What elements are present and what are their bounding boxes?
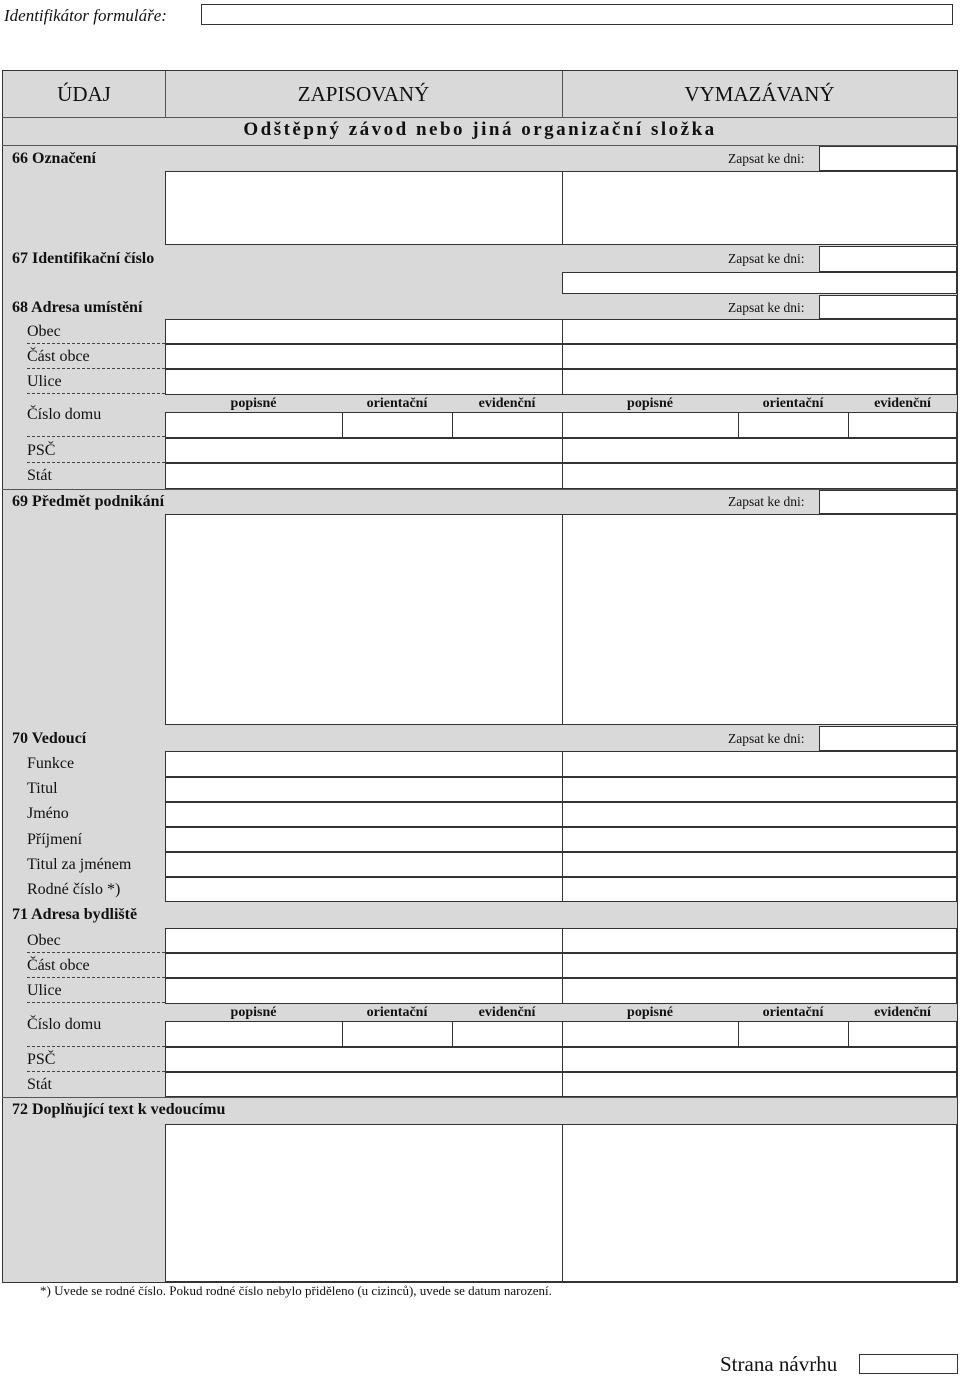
jmeno-zapisovany-input[interactable] xyxy=(165,802,563,827)
section-67-title: 67 Identifikační číslo xyxy=(12,250,155,267)
rodne-cislo-vymazavany-input[interactable] xyxy=(562,877,957,902)
cast-obce-68-zapisovany-input[interactable] xyxy=(165,344,563,369)
colhdr-popisne-z-68: popisné xyxy=(230,396,277,411)
zapsat-ke-dni-label-70: Zapsat ke dni: xyxy=(728,731,805,746)
ico-vymazavany-input[interactable] xyxy=(562,272,957,294)
footnote: *) Uvede se rodné číslo. Pokud rodné číslo nebylo přiděleno (u cizinců), uvede se datum narození. xyxy=(40,1283,552,1298)
label-obec-71: Obec xyxy=(27,932,165,953)
label-cislo-domu-68: Číslo domu xyxy=(27,406,165,437)
titul-za-zapisovany-input[interactable] xyxy=(165,852,563,877)
cislo-popisne-71-vymazavany-input[interactable] xyxy=(562,1021,739,1047)
zapsat-ke-dni-label-68: Zapsat ke dni: xyxy=(728,300,805,315)
zapsat-date-input-66[interactable] xyxy=(819,146,957,171)
prijmeni-zapisovany-input[interactable] xyxy=(165,827,563,852)
section-70-title: 70 Vedoucí xyxy=(12,730,87,747)
section-71-title: 71 Adresa bydliště xyxy=(12,906,138,923)
label-funkce: Funkce xyxy=(27,755,75,772)
section-66-title: 66 Označení xyxy=(12,150,96,167)
stat-68-vymazavany-input[interactable] xyxy=(562,463,957,489)
obec-71-vymazavany-input[interactable] xyxy=(562,928,957,953)
label-rodne-cislo: Rodné číslo *) xyxy=(27,881,121,898)
ulice-68-vymazavany-input[interactable] xyxy=(562,369,957,395)
cislo-evidencni-68-zapisovany-input[interactable] xyxy=(452,412,563,438)
form-identifier-input[interactable] xyxy=(201,4,953,25)
cislo-orientacni-68-vymazavany-input[interactable] xyxy=(738,412,849,438)
cast-obce-68-vymazavany-input[interactable] xyxy=(562,344,957,369)
ulice-68-zapisovany-input[interactable] xyxy=(165,369,563,395)
cislo-popisne-68-zapisovany-input[interactable] xyxy=(165,412,343,438)
rodne-cislo-zapisovany-input[interactable] xyxy=(165,877,563,902)
psc-71-vymazavany-input[interactable] xyxy=(562,1047,957,1072)
section-68-title: 68 Adresa umístění xyxy=(12,299,143,316)
predmet-zapisovany-input[interactable] xyxy=(165,514,563,725)
zapsat-date-input-67[interactable] xyxy=(819,246,957,272)
colhdr-popisne-v-68: popisné xyxy=(627,396,673,411)
label-titul: Titul xyxy=(27,780,58,797)
psc-68-zapisovany-input[interactable] xyxy=(165,438,563,463)
label-titul-za-jmenem: Titul za jménem xyxy=(27,856,132,873)
titul-zapisovany-input[interactable] xyxy=(165,777,563,802)
label-prijmeni: Příjmení xyxy=(27,831,83,848)
cislo-orientacni-71-zapisovany-input[interactable] xyxy=(342,1021,453,1047)
psc-71-zapisovany-input[interactable] xyxy=(165,1047,563,1072)
stat-68-zapisovany-input[interactable] xyxy=(165,463,563,489)
label-cast-obce-71: Část obce xyxy=(27,957,165,978)
cast-obce-71-vymazavany-input[interactable] xyxy=(562,953,957,978)
titul-za-vymazavany-input[interactable] xyxy=(562,852,957,877)
prijmeni-vymazavany-input[interactable] xyxy=(562,827,957,852)
page-number-input[interactable] xyxy=(859,1354,958,1374)
obec-71-zapisovany-input[interactable] xyxy=(165,928,563,953)
label-psc-68: PSČ xyxy=(27,442,165,463)
stat-71-zapisovany-input[interactable] xyxy=(165,1072,563,1097)
label-obec-68: Obec xyxy=(27,323,165,344)
ulice-71-zapisovany-input[interactable] xyxy=(165,978,563,1004)
colhdr-popisne-z-71: popisné xyxy=(230,1005,277,1020)
obec-68-zapisovany-input[interactable] xyxy=(165,319,563,344)
zapsat-date-input-69[interactable] xyxy=(819,490,957,514)
cislo-popisne-68-vymazavany-input[interactable] xyxy=(562,412,739,438)
label-ulice-68: Ulice xyxy=(27,373,165,394)
label-stat-71: Stát xyxy=(27,1076,52,1093)
form-identifier-label: Identifikátor formuláře: xyxy=(4,6,167,25)
colhdr-evidencni-v-71: evidenční xyxy=(874,1005,931,1020)
cislo-evidencni-68-vymazavany-input[interactable] xyxy=(848,412,957,438)
colhdr-evidencni-z-68: evidenční xyxy=(478,396,536,411)
section-title: Odštěpný závod nebo jiná organizační složka xyxy=(243,119,717,140)
label-jmeno: Jméno xyxy=(27,805,69,822)
page-label: Strana návrhu xyxy=(720,1352,838,1376)
doplnujici-text-vymazavany-input[interactable] xyxy=(562,1124,957,1282)
ulice-71-vymazavany-input[interactable] xyxy=(562,978,957,1004)
stat-71-vymazavany-input[interactable] xyxy=(562,1072,957,1097)
obec-68-vymazavany-input[interactable] xyxy=(562,319,957,344)
zapsat-date-input-70[interactable] xyxy=(819,726,957,751)
colhdr-orientacni-z-68: orientační xyxy=(366,396,428,411)
cast-obce-71-zapisovany-input[interactable] xyxy=(165,953,563,978)
colhdr-orientacni-z-71: orientační xyxy=(366,1005,428,1020)
cislo-orientacni-71-vymazavany-input[interactable] xyxy=(738,1021,849,1047)
cislo-evidencni-71-vymazavany-input[interactable] xyxy=(848,1021,957,1047)
label-cislo-domu-71: Číslo domu xyxy=(27,1016,165,1047)
oznaceni-vymazavany-input[interactable] xyxy=(562,171,957,245)
column-header-vymazavany: VYMAZÁVANÝ xyxy=(684,82,835,106)
label-cast-obce-68: Část obce xyxy=(27,348,165,369)
colhdr-evidencni-v-68: evidenční xyxy=(874,396,931,411)
colhdr-orientacni-v-71: orientační xyxy=(762,1005,824,1020)
section-69-title: 69 Předmět podnikání xyxy=(12,493,165,510)
funkce-vymazavany-input[interactable] xyxy=(562,751,957,777)
colhdr-orientacni-v-68: orientační xyxy=(762,396,824,411)
colhdr-evidencni-z-71: evidenční xyxy=(478,1005,536,1020)
zapsat-ke-dni-label-66: Zapsat ke dni: xyxy=(728,151,805,166)
section-72-title: 72 Doplňující text k vedoucímu xyxy=(12,1101,226,1118)
oznaceni-zapisovany-input[interactable] xyxy=(165,171,563,245)
funkce-zapisovany-input[interactable] xyxy=(165,751,563,777)
cislo-popisne-71-zapisovany-input[interactable] xyxy=(165,1021,343,1047)
zapsat-ke-dni-label-69: Zapsat ke dni: xyxy=(728,494,805,509)
cislo-orientacni-68-zapisovany-input[interactable] xyxy=(342,412,453,438)
label-ulice-71: Ulice xyxy=(27,982,165,1003)
doplnujici-text-zapisovany-input[interactable] xyxy=(165,1124,563,1282)
titul-vymazavany-input[interactable] xyxy=(562,777,957,802)
zapsat-ke-dni-label-67: Zapsat ke dni: xyxy=(728,251,805,266)
cislo-evidencni-71-zapisovany-input[interactable] xyxy=(452,1021,563,1047)
column-header-zapisovany: ZAPISOVANÝ xyxy=(297,82,430,106)
psc-68-vymazavany-input[interactable] xyxy=(562,438,957,463)
colhdr-popisne-v-71: popisné xyxy=(627,1005,673,1020)
zapsat-date-input-68[interactable] xyxy=(819,295,957,319)
label-psc-71: PSČ xyxy=(27,1051,165,1072)
column-header-udaj: ÚDAJ xyxy=(57,82,111,106)
label-stat-68: Stát xyxy=(27,467,52,484)
predmet-vymazavany-input[interactable] xyxy=(562,514,957,725)
jmeno-vymazavany-input[interactable] xyxy=(562,802,957,827)
